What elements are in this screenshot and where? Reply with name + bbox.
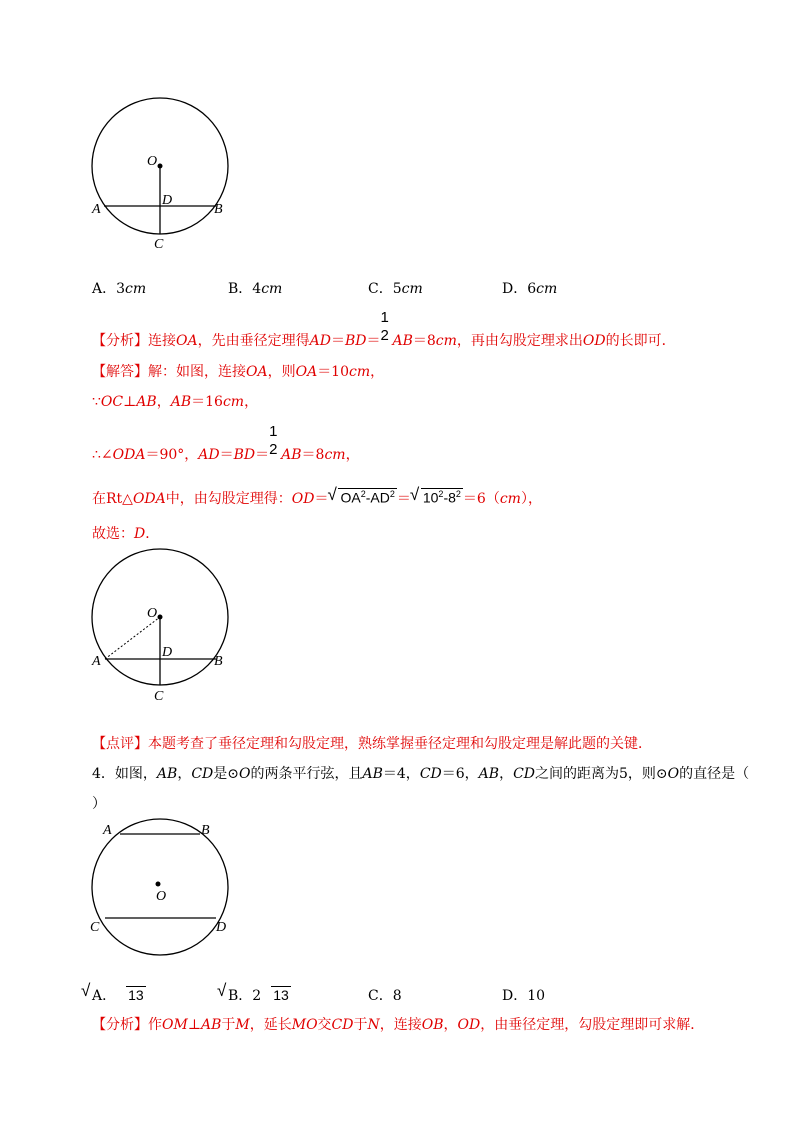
option-b: B．4cm xyxy=(228,281,283,297)
option-c: C．8 xyxy=(368,988,402,1004)
option-a: A．3cm xyxy=(92,281,147,297)
svg-text:A: A xyxy=(92,202,101,217)
solution-line-5: 故选：D． xyxy=(92,526,160,542)
q3-analysis: 【分析】连接OA，先由垂径定理得AD＝BD＝ 1 2 AB＝8cm，再由勾股定理求出OD的长即可． xyxy=(92,309,676,349)
svg-text:B: B xyxy=(214,202,223,217)
sqrt-expression: √ $OA^2-AD^2$ xyxy=(338,488,396,506)
svg-text:A: A xyxy=(103,823,112,838)
q4-question: 4．如图，AB，CD是⊙O的两条平行弦，且AB＝4，CD＝6，AB，CD之间的距离为5，则⊙O的直径是（ xyxy=(92,766,750,782)
option-d: D．6cm xyxy=(502,281,558,297)
svg-text:D: D xyxy=(162,645,173,660)
fraction-half: 1 2 xyxy=(380,309,389,344)
svg-text:O: O xyxy=(147,154,158,169)
svg-text:C: C xyxy=(154,237,164,252)
svg-text:B: B xyxy=(201,823,210,838)
option-d: D．10 xyxy=(502,988,546,1004)
svg-text:O: O xyxy=(147,606,158,621)
svg-text:O: O xyxy=(156,889,167,904)
option-b: B．2√ 13 xyxy=(228,985,291,1005)
solution-line-1: 【解答】解：如图，连接OA，则OA＝10cm， xyxy=(92,364,385,380)
option-a: A．√ 13 xyxy=(92,985,146,1005)
svg-text:B: B xyxy=(214,654,223,669)
option-c: C．5cm xyxy=(368,281,423,297)
solution-line-2: ∵OC⊥AB，AB＝16cm， xyxy=(92,394,259,410)
q3-comment: 【点评】本题考查了垂径定理和勾股定理，熟练掌握垂径定理和勾股定理是解此题的关键． xyxy=(92,736,652,752)
q4-question-close: ） xyxy=(92,796,106,812)
svg-text:A: A xyxy=(92,654,101,669)
svg-text:D: D xyxy=(216,920,227,935)
q4-analysis: 【分析】作OM⊥AB于M，延长MO交CD于N，连接OB，OD，由垂径定理，勾股定理即可求解． xyxy=(92,1017,705,1033)
svg-text:D: D xyxy=(162,193,173,208)
svg-text:C: C xyxy=(90,920,100,935)
svg-text:C: C xyxy=(154,689,164,704)
solution-line-4: 在Rt△ODA中，由勾股定理得：OD＝√ $OA^2-AD^2$ ＝√ $10^2-8^2 =6(cm)$， xyxy=(92,488,542,508)
solution-line-3: ∴∠ODA＝90°，AD＝BD＝ 1 2 AB＝8cm， xyxy=(92,423,360,463)
sqrt-expression: √ $10^2-8^2$ xyxy=(421,488,463,506)
fraction-half: 1 2 xyxy=(269,423,278,458)
